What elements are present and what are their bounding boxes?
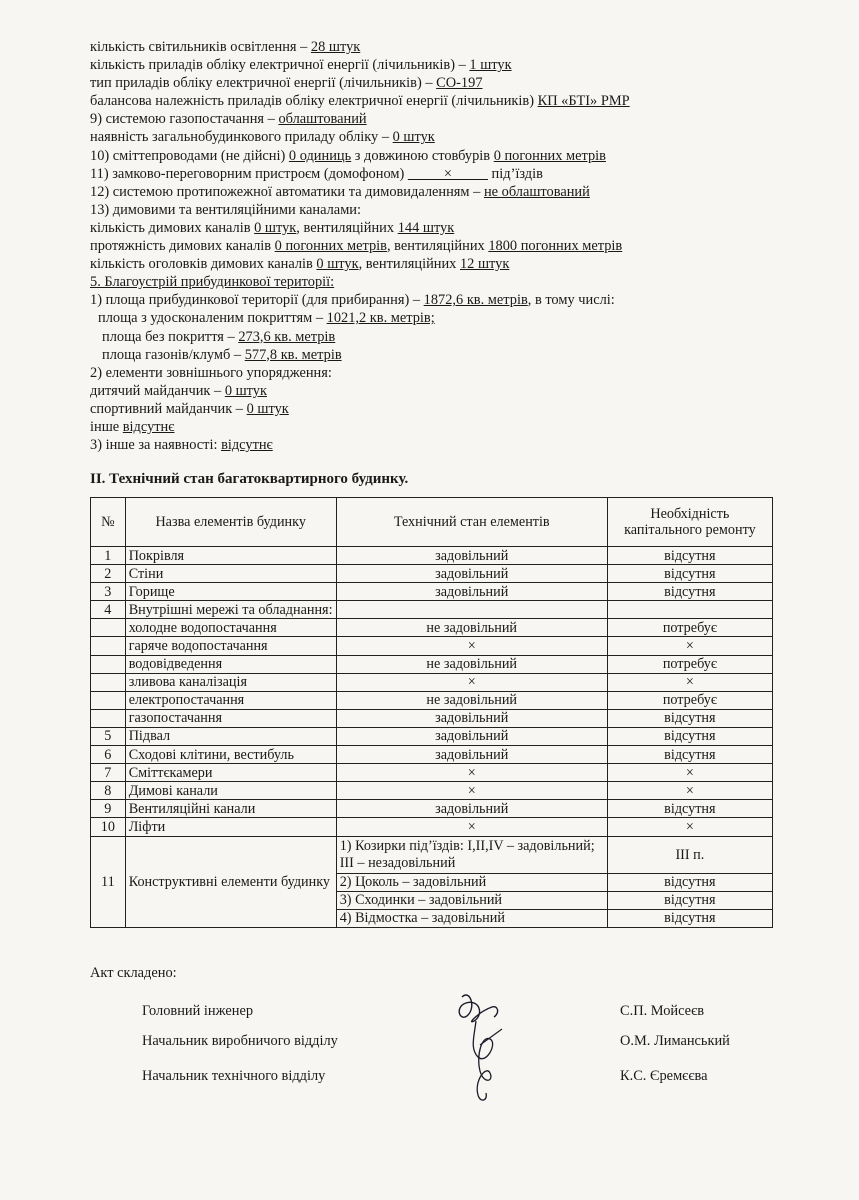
repair-need: × (607, 818, 772, 836)
row-number: 1 (91, 547, 126, 565)
line-text: кількість світильників освітлення – (90, 39, 311, 55)
line-text: 2) елементи зовнішнього упорядження: (90, 364, 332, 381)
underlined-value: 0 штук (224, 382, 267, 399)
repair-need: відсутня (607, 727, 772, 745)
line-text: площа без покриття – (102, 328, 239, 345)
row-number (91, 709, 126, 727)
underlined-value: КП «БТІ» РМР (537, 93, 630, 110)
signatory-name: О.М. Лиманський (620, 1033, 730, 1049)
element-state: × (336, 637, 607, 655)
repair-need: відсутня (607, 909, 772, 927)
line-text: 12) системою протипожежної автоматики та димовидаленням – (90, 183, 484, 200)
underlined-value: 0 штук (246, 400, 289, 417)
text-line (90, 382, 780, 400)
underlined-value: 1021,2 кв. метрів; (326, 310, 435, 327)
element-state: задовільний (336, 547, 607, 565)
row-number (91, 691, 126, 709)
element-state: задовільний (336, 727, 607, 745)
text-line (90, 237, 780, 255)
handwritten-signature (440, 985, 520, 1110)
table-row (91, 764, 773, 782)
line-text: кількість оголовків димових каналів (90, 256, 317, 273)
signatory-position: Головний інженер (142, 1003, 254, 1019)
element-name: зливова каналізація (125, 673, 336, 691)
table-row (91, 746, 773, 764)
line-text: спортивний майданчик – (90, 400, 247, 417)
underlined-value: 0 штук (254, 219, 297, 236)
line-text: дитячий майданчик – (90, 382, 225, 399)
repair-need: ІІІ п. (607, 836, 772, 873)
signatory-name: К.С. Єремєєва (620, 1068, 708, 1084)
repair-need: потребує (607, 619, 772, 637)
row-number: 7 (91, 764, 126, 782)
underlined-value: не облаштований (483, 183, 590, 200)
table-row (91, 619, 773, 637)
row-number (91, 673, 126, 691)
text-line (90, 436, 780, 454)
repair-need: відсутня (607, 800, 772, 818)
underlined-value: 0 штук (392, 129, 435, 146)
text-line (90, 346, 780, 364)
underlined-value: 1800 погонних метрів (488, 238, 623, 255)
table-row (91, 727, 773, 745)
technical-state-table (90, 497, 773, 928)
element-state: задовільний (336, 746, 607, 764)
row-number: 3 (91, 583, 126, 601)
element-state: × (336, 673, 607, 691)
header-technical-state: Технічний стан елементів (336, 498, 607, 547)
element-state: не задовільний (336, 619, 607, 637)
element-name: електропостачання (125, 691, 336, 709)
text-line (90, 56, 780, 74)
repair-need: відсутня (607, 873, 772, 891)
row-number: 11 (91, 836, 126, 927)
underlined-value: 273,6 кв. метрів (238, 328, 336, 345)
text-line (90, 255, 780, 273)
underlined-value: 0 одиниць (288, 147, 352, 164)
section-title: ІІ. Технічний стан багатоквартирного будинку. (90, 471, 409, 487)
row-number: 4 (91, 601, 126, 619)
element-state: не задовільний (336, 691, 607, 709)
text-line (90, 110, 780, 128)
text-line (90, 364, 780, 382)
repair-need: потребує (607, 655, 772, 673)
element-name: Вентиляційні канали (125, 800, 336, 818)
text-line (90, 291, 780, 309)
element-name: Внутрішні мережі та обладнання: (125, 601, 336, 619)
text-line (90, 219, 780, 237)
line-text: з довжиною стовбурів (351, 147, 494, 164)
table-row (91, 818, 773, 836)
row-number: 9 (91, 800, 126, 818)
act-title: Акт складено: (90, 965, 177, 981)
line-text: 1) площа прибудинкової території (для прибирання) – (90, 292, 424, 309)
text-line (90, 400, 780, 418)
element-name: Ліфти (125, 818, 336, 836)
element-state: 3) Сходинки – задовільний (336, 891, 607, 909)
table-row (91, 691, 773, 709)
element-name: Димові канали (125, 782, 336, 800)
table-row (91, 782, 773, 800)
underlined-value: 1 штук (469, 57, 512, 74)
repair-need (607, 601, 772, 619)
row-number: 6 (91, 746, 126, 764)
element-name: гаряче водопостачання (125, 637, 336, 655)
table-row (91, 601, 773, 619)
underlined-value: відсутнє (122, 418, 175, 435)
table-row (91, 655, 773, 673)
underlined-value: СО-197 (436, 75, 483, 92)
row-number (91, 637, 126, 655)
row-number: 8 (91, 782, 126, 800)
line-text: тип приладів обліку електричної енергії (лічильників) – (90, 75, 437, 92)
table-body (91, 547, 773, 928)
repair-need: відсутня (607, 583, 772, 601)
table-row (91, 565, 773, 583)
line-text: інше (90, 418, 123, 435)
line-text: 9) системою газопостачання – (90, 111, 279, 128)
element-name: Конструктивні елементи будинку (125, 836, 336, 927)
underlined-value: облаштований (278, 111, 367, 128)
line-text: 3) інше за наявності: (90, 437, 222, 454)
row-number: 5 (91, 727, 126, 745)
text-line (90, 147, 780, 165)
row-number: 10 (91, 818, 126, 836)
line-text: наявність загальнобудинкового приладу обліку – (90, 129, 393, 146)
repair-need: відсутня (607, 709, 772, 727)
header-element-name: Назва елементів будинку (125, 498, 336, 547)
underlined-value: 28 штук (310, 39, 361, 55)
text-line (90, 38, 780, 56)
text-line (90, 183, 780, 201)
element-state: задовільний (336, 800, 607, 818)
underlined-value: відсутнє (221, 437, 273, 454)
text-line (90, 165, 780, 183)
header-number: № (91, 498, 126, 547)
underlined-value: 5. Благоустрій прибудинкової території: (90, 274, 335, 291)
line-text: площа газонів/клумб – (102, 346, 245, 363)
table-header-row (91, 498, 773, 547)
text-line (90, 92, 780, 110)
repair-need: потребує (607, 691, 772, 709)
underlined-value: 0 штук (316, 256, 359, 273)
repair-need: відсутня (607, 891, 772, 909)
signatory-position: Начальник технічного відділу (142, 1068, 326, 1084)
line-text: кількість приладів обліку електричної енергії (лічильників) – (90, 57, 470, 74)
element-state: × (336, 782, 607, 800)
table-row (91, 673, 773, 691)
element-state: × (336, 818, 607, 836)
line-text: 13) димовими та вентиляційними каналами: (90, 201, 362, 218)
element-state: × (336, 764, 607, 782)
repair-need: × (607, 673, 772, 691)
repair-need: відсутня (607, 746, 772, 764)
signatory-position: Начальник виробничого відділу (142, 1033, 338, 1049)
underlined-value: × (407, 165, 488, 182)
element-name: Стіни (125, 565, 336, 583)
table-row (91, 583, 773, 601)
element-name: Сходові клітини, вестибуль (125, 746, 336, 764)
text-line (90, 273, 780, 291)
text-line (90, 201, 780, 219)
element-name: водовідведення (125, 655, 336, 673)
table-row (91, 836, 773, 873)
line-text: , вентиляційних (358, 256, 460, 273)
line-text: , вентиляційних (386, 238, 489, 255)
line-text: балансова належність приладів обліку електричної енергії (лічильників) (90, 93, 538, 110)
underlined-value: 577,8 кв. метрів (244, 346, 342, 363)
element-name: газопостачання (125, 709, 336, 727)
underlined-value: 12 штук (459, 256, 510, 273)
line-text: 10) сміттепроводами (не дійсні) (90, 147, 289, 164)
repair-need: відсутня (607, 565, 772, 583)
element-name: Горище (125, 583, 336, 601)
signatory-name: С.П. Мойсеєв (620, 1003, 705, 1019)
repair-need: відсутня (607, 547, 772, 565)
line-text: , вентиляційних (296, 219, 398, 236)
element-state: задовільний (336, 565, 607, 583)
line-text: площа з удосконаленим покриттям – (98, 310, 327, 327)
table-row (91, 637, 773, 655)
underlined-value: 1872,6 кв. метрів (423, 292, 528, 309)
element-state: 1) Козирки під’їздів: І,ІІ,ІV – задовільний; ІІІ – незадовільний (336, 836, 607, 873)
row-number (91, 655, 126, 673)
header-repair-need: Необхідність капітального ремонту (607, 498, 772, 547)
repair-need: × (607, 764, 772, 782)
text-line (90, 328, 780, 346)
element-name: Покрівля (125, 547, 336, 565)
element-name: Сміттєкамери (125, 764, 336, 782)
line-text: , в тому числі: (527, 292, 615, 309)
underlined-value: 144 штук (397, 219, 455, 236)
text-line (90, 309, 780, 327)
text-line (90, 128, 780, 146)
element-state (336, 601, 607, 619)
row-number: 2 (91, 565, 126, 583)
table-row (91, 709, 773, 727)
underlined-value: 0 погонних метрів (493, 147, 606, 164)
building-description-lines (90, 38, 780, 454)
element-state: задовільний (336, 583, 607, 601)
element-state: задовільний (336, 709, 607, 727)
element-state: 2) Цоколь – задовільний (336, 873, 607, 891)
table-row (91, 547, 773, 565)
element-name: холодне водопостачання (125, 619, 336, 637)
repair-need: × (607, 637, 772, 655)
line-text: 11) замково-переговорним пристроєм (домофоном) (90, 165, 408, 182)
element-state: 4) Відмостка – задовільний (336, 909, 607, 927)
element-name: Підвал (125, 727, 336, 745)
text-line (90, 418, 780, 436)
line-text: кількість димових каналів (90, 219, 255, 236)
underlined-value: 0 погонних метрів (274, 238, 387, 255)
text-line (90, 74, 780, 92)
repair-need: × (607, 782, 772, 800)
line-text: під’їздів (487, 165, 543, 182)
element-state: не задовільний (336, 655, 607, 673)
line-text: протяжність димових каналів (90, 238, 275, 255)
row-number (91, 619, 126, 637)
table-row (91, 800, 773, 818)
